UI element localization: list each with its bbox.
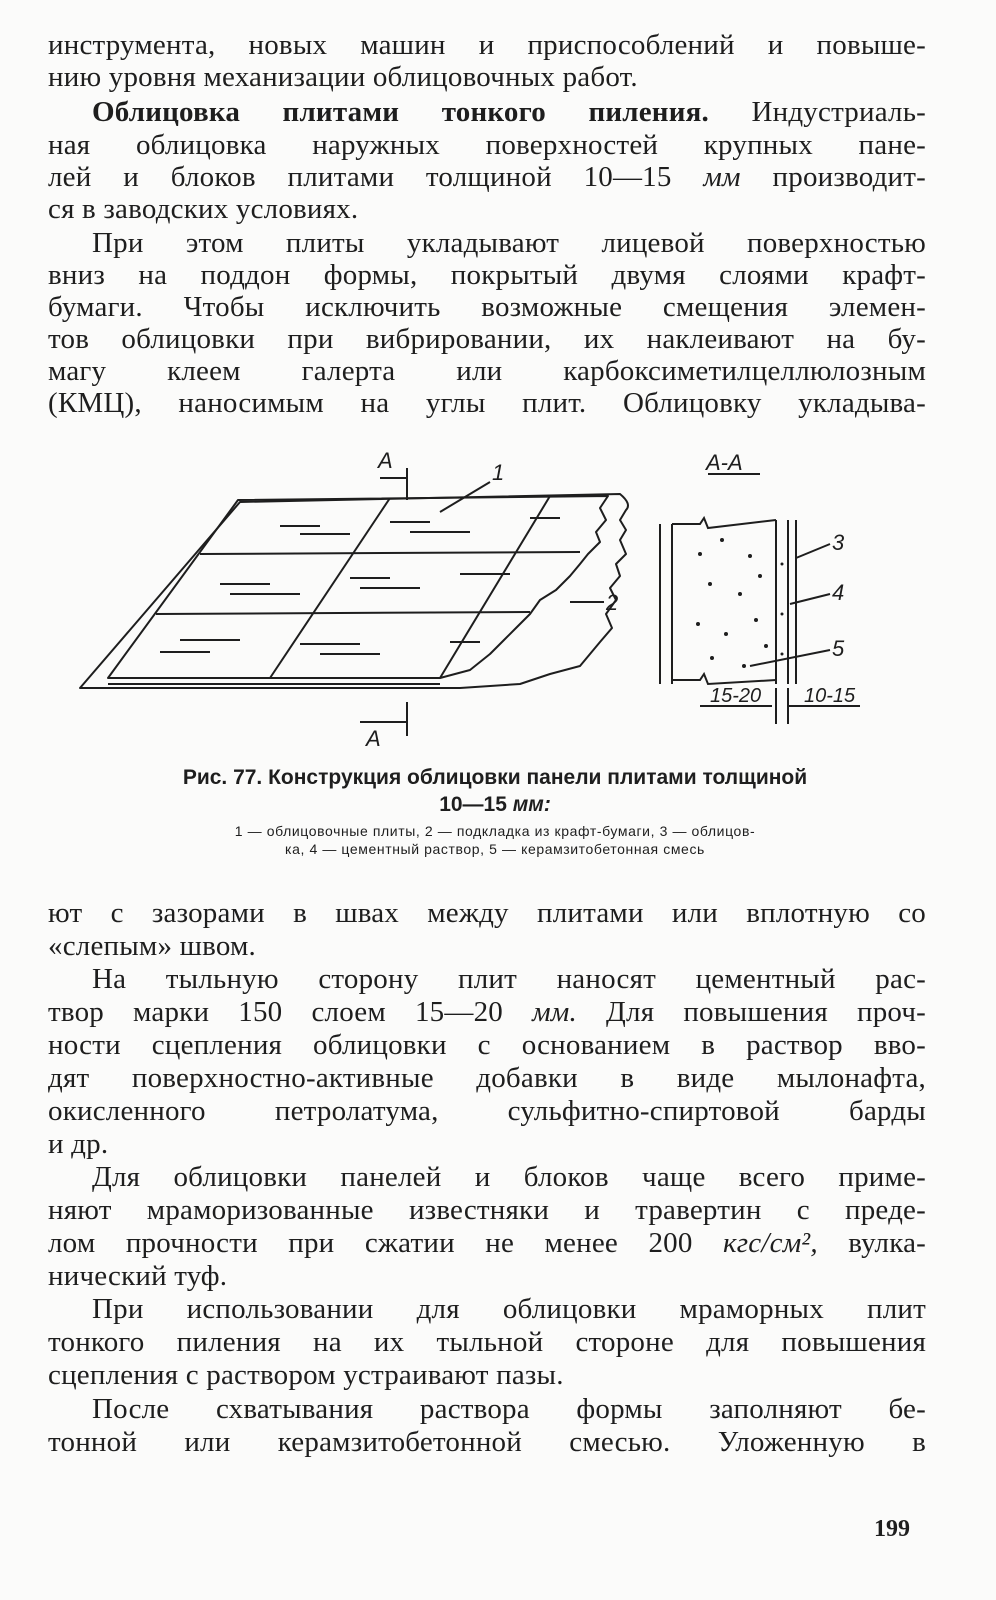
text-line: [48, 995, 926, 1029]
unit-text: кгс/см²,: [723, 1227, 818, 1259]
dim-left: 15-20: [710, 685, 762, 707]
text-line: При этом плиты укладывают лицевой поверхностью: [92, 227, 926, 259]
text-line: вниз на поддон формы, покрытый двумя слоями крафт-: [48, 259, 926, 291]
text-line: нию уровня механизации облицовочных работ.: [48, 61, 638, 93]
text-line: При использовании для облицовки мраморных плит: [92, 1293, 926, 1325]
text-line: сцепления с раствором устраивают пазы.: [48, 1359, 564, 1391]
tile-seam: [440, 496, 550, 678]
text-line: ная облицовка наружных поверхностей крупных пане-: [48, 129, 926, 161]
label-section-top: A: [378, 448, 393, 473]
text-line: и др.: [48, 1128, 109, 1160]
cladding-figure: [60, 444, 940, 774]
figure-legend: [60, 822, 930, 858]
text-line: нический туф.: [48, 1260, 228, 1292]
text-fragment: лей и блоков плитами толщиной 10—15: [48, 161, 672, 193]
page-number: 199: [874, 1516, 910, 1542]
concrete-dots: [696, 538, 784, 668]
text-line: няют мраморизованные известняки и травертин с преде-: [48, 1194, 926, 1226]
caption-line: [60, 791, 930, 818]
label-section-bottom: A: [366, 726, 381, 751]
text-line: «слепым» швом.: [48, 930, 256, 962]
text-fragment: Индустриаль-: [751, 96, 927, 128]
text-fragment: Для повышения проч-: [606, 996, 927, 1028]
text-line: тонной или керамзитобетонной смесью. Уложенную в: [48, 1426, 926, 1458]
label-5: 5: [832, 636, 845, 661]
text-line: тов облицовки при вибрировании, их наклеивают на бу-: [48, 323, 926, 355]
unit-text: мм: [703, 161, 741, 193]
figure-caption-title: [60, 764, 930, 818]
text-fragment: производит-: [772, 161, 926, 193]
kraft-paper-layer: [80, 494, 628, 688]
tile-seam: [200, 552, 580, 554]
text-line: инструмента, новых машин и приспособлений и повыше-: [48, 29, 926, 61]
text-line: тонкого пиления на их тыльной стороне для повышения: [48, 1326, 926, 1358]
section-heading: Облицовка плитами тонкого пиления.: [92, 96, 709, 128]
text-line: бумаги. Чтобы исключить возможные смещения элемен-: [48, 291, 926, 323]
text-line: магу клеем галерта или карбоксиметилцеллюлозным: [48, 355, 926, 387]
text-line: [48, 1226, 926, 1260]
text-line: ся в заводских условиях.: [48, 193, 359, 225]
caption-number: 10—15: [439, 793, 507, 816]
text-fragment: вулка-: [848, 1227, 927, 1259]
legend-line: ка, 4 — цементный раствор, 5 — керамзитобетонная смесь: [285, 841, 705, 857]
tile-seam: [156, 612, 530, 614]
text-line: окисленного петролатума, сульфитно-спиртовой барды: [48, 1095, 926, 1127]
text-line: [48, 160, 926, 194]
text-line: Для облицовки панелей и блоков чаще всего приме-: [92, 1161, 926, 1193]
unit-text: мм.: [532, 996, 577, 1028]
text-line: дят поверхностно-активные добавки в виде мылонафта,: [48, 1062, 926, 1094]
dim-right: 10-15: [804, 685, 856, 707]
text-line: На тыльную сторону плит наносят цементный рас-: [92, 963, 926, 995]
tile-texture: [160, 518, 560, 654]
label-2: 2: [606, 590, 619, 615]
label-section-title: A-A: [706, 450, 743, 475]
legend-line: 1 — облицовочные плиты, 2 — подкладка из крафт-бумаги, 3 — облицов-: [234, 823, 756, 839]
text-line: [92, 95, 926, 129]
text-line: ют с зазорами в швах между плитами или вплотную со: [48, 897, 926, 929]
text-fragment: твор марки 150 слоем 15—20: [48, 996, 503, 1028]
text-line: После схватывания раствора формы заполняют бе-: [92, 1393, 926, 1425]
text-fragment: лом прочности при сжатии не менее 200: [48, 1227, 693, 1259]
label-3: 3: [832, 530, 845, 555]
text-line: ности сцепления облицовки с основанием в раствор вво-: [48, 1029, 926, 1061]
caption-line: Рис. 77. Конструкция облицовки панели плитами толщиной: [182, 766, 808, 789]
label-1: 1: [492, 460, 505, 485]
label-4: 4: [832, 580, 845, 605]
text-line: (КМЦ), наносимым на углы плит. Облицовку укладыва-: [48, 387, 926, 419]
caption-unit: мм:: [512, 793, 551, 816]
